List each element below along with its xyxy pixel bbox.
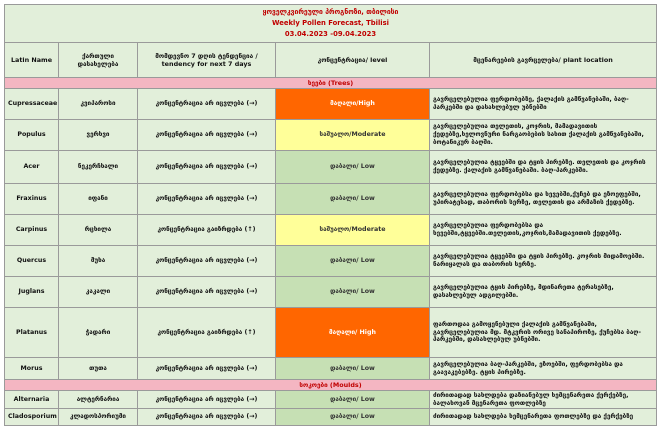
trend-cell: კონცენტრაცია არ იცვლება (→) bbox=[138, 409, 276, 426]
level-cell: მაღალი/High bbox=[276, 89, 430, 120]
date-range: 03.04.2023 -09.04.2023 bbox=[284, 29, 377, 38]
table-row bbox=[5, 215, 657, 246]
location-cell: ძირითადად სახლდება დაზიანებულ ხემცენარეთა ქერქებზე, ბალახოვან მცენარეთა ფოთლებზე bbox=[430, 391, 657, 409]
trend-cell: კონცენტრაცია გაიზრდება (↑) bbox=[138, 308, 276, 358]
georgian-name: ალტერნარია bbox=[59, 391, 138, 409]
table-row bbox=[5, 409, 657, 426]
latin-name: Alternaria bbox=[5, 391, 59, 409]
table-row bbox=[5, 151, 657, 184]
trend-cell: კონცენტრაცია გაიზრდება (↑) bbox=[138, 215, 276, 246]
location-cell: გავრცელებულია ტყეებში და ტყის პირებზე. კოჯრის მიდამოებში. ნარიყალას და თაბორის სერზე. bbox=[430, 246, 657, 277]
latin-name: Juglans bbox=[5, 277, 59, 308]
latin-name: Cupressaceae bbox=[5, 89, 59, 120]
col-trend-header: მომდევნო 7 დღის ტენდენცია / tendency for next 7 days bbox=[138, 43, 276, 78]
title-row bbox=[5, 5, 657, 43]
level-cell: დაბალი/ Low bbox=[276, 246, 430, 277]
table-row bbox=[5, 246, 657, 277]
header-row bbox=[5, 43, 657, 78]
table-row bbox=[5, 358, 657, 380]
latin-name: Carpinus bbox=[5, 215, 59, 246]
georgian-name: კვიპაროსი bbox=[59, 89, 138, 120]
section-moulds: სოკოები (Moulds) bbox=[5, 380, 657, 391]
forecast-table bbox=[4, 4, 657, 426]
level-cell: დაბალი/ Low bbox=[276, 391, 430, 409]
level-cell: დაბალი/ Low bbox=[276, 409, 430, 426]
level-cell: საშუალო/Moderate bbox=[276, 215, 430, 246]
latin-name: Morus bbox=[5, 358, 59, 380]
title-georgian: ყოველკვირეული პროგნოზი, თბილისი bbox=[262, 8, 399, 17]
trend-cell: კონცენტრაცია არ იცვლება (→) bbox=[138, 184, 276, 215]
location-cell: გავრცელებულია თელეთის, კოჯრის, მამადავითის ქედებზე,ხელოვნური ნარგაობების სახით ქალაქის გამწვანებაში, ბოტანიკურ ბაღში. bbox=[430, 120, 657, 151]
latin-name: Fraxinus bbox=[5, 184, 59, 215]
georgian-name: იფანი bbox=[59, 184, 138, 215]
location-cell: გავრცელებულია ბაღ-პარკებში, ეზოებში, ფერდობებსა და გაავაკებებზე. ტყის პირებზე. bbox=[430, 358, 657, 380]
georgian-name: კლადოსპორიუმი bbox=[59, 409, 138, 426]
location-cell: გავრცელებულია ფერდობებზე, ქალაქის გამწვანებაში, ბაღ-პარკებში და დასახლებულ უბნებში bbox=[430, 89, 657, 120]
latin-name: Platanus bbox=[5, 308, 59, 358]
table-row bbox=[5, 308, 657, 358]
table-row bbox=[5, 184, 657, 215]
trend-cell: კონცენტრაცია არ იცვლება (→) bbox=[138, 151, 276, 184]
table-title bbox=[5, 5, 657, 43]
level-cell: საშუალო/Moderate bbox=[276, 120, 430, 151]
georgian-name: ჭადარი bbox=[59, 308, 138, 358]
georgian-name: მუხა bbox=[59, 246, 138, 277]
location-cell: გავრცელებულია ტყის პირებზე, მდინარეთა ტერასებზე, დასახლებულ ადგილებში. bbox=[430, 277, 657, 308]
level-cell: დაბალი/ Low bbox=[276, 184, 430, 215]
georgian-name: თუთა bbox=[59, 358, 138, 380]
col-level-header: კონცენტრაცია/ level bbox=[276, 43, 430, 78]
georgian-name: ნეკერჩხალი bbox=[59, 151, 138, 184]
trend-cell: კონცენტრაცია არ იცვლება (→) bbox=[138, 391, 276, 409]
title-english: Weekly Pollen Forecast, Tbilisi bbox=[272, 19, 389, 28]
latin-name: Quercus bbox=[5, 246, 59, 277]
latin-name: Populus bbox=[5, 120, 59, 151]
pollen-forecast-page bbox=[0, 4, 660, 420]
table-row bbox=[5, 391, 657, 409]
table-row bbox=[5, 120, 657, 151]
table-row bbox=[5, 277, 657, 308]
location-cell: გავრცელებულია ფერდობებსა და ხევებში,ტყეებში.თელეთის,კოჯრის,მამადავითის ქედებზე. bbox=[430, 215, 657, 246]
trend-cell: კონცენტრაცია არ იცვლება (→) bbox=[138, 246, 276, 277]
section-moulds-row bbox=[5, 380, 657, 391]
location-cell: გავრცელებულია ფერდობებსა და ხევებში,ქუჩებ და ეზოეფებში, უპირატესად, თაბორის სერზე, თელეთის და არმაზის ქედებზე. bbox=[430, 184, 657, 215]
georgian-name: კაკალი bbox=[59, 277, 138, 308]
latin-name: Cladosporium bbox=[5, 409, 59, 426]
location-cell: გავრცელებულია ტყეებში და ტყის პირებზე. თელეთის და კოჯრის ქედებზე. ქალაქის გამწვანებაში. ბაღ-პარკებში. bbox=[430, 151, 657, 184]
level-cell: დაბალი/ Low bbox=[276, 358, 430, 380]
section-trees-row bbox=[5, 78, 657, 89]
trend-cell: კონცენტრაცია არ იცვლება (→) bbox=[138, 358, 276, 380]
level-cell: მაღალი/ High bbox=[276, 308, 430, 358]
col-georgian-header: ქართული დასახელება bbox=[59, 43, 138, 78]
georgian-name: ვერხვი bbox=[59, 120, 138, 151]
table-row bbox=[5, 89, 657, 120]
col-location-header: მცენარეების გავრცელება/ plant location bbox=[430, 43, 657, 78]
level-cell: დაბალი/ Low bbox=[276, 151, 430, 184]
latin-name: Acer bbox=[5, 151, 59, 184]
section-trees: ხეები (Trees) bbox=[5, 78, 657, 89]
georgian-name: რცხილა bbox=[59, 215, 138, 246]
trend-cell: კონცენტრაცია არ იცვლება (→) bbox=[138, 120, 276, 151]
location-cell: ფართოდაა გამოყენებული ქალაქის გამწვანებაში, გავრცელებულია მდ. მტკვრის ორივე სანაპიროზე, ქუჩებსა ბაღ-პარკებში, დასახლებულ უბნებში. bbox=[430, 308, 657, 358]
trend-cell: კონცენტრაცია არ იცვლება (→) bbox=[138, 89, 276, 120]
location-cell: ძირითადად სახლდება ხემცენარეთა ფოთლებზე და ქერქებზე bbox=[430, 409, 657, 426]
col-latin-header: Latin Name bbox=[5, 43, 59, 78]
level-cell: დაბალი/ Low bbox=[276, 277, 430, 308]
trend-cell: კონცენტრაცია არ იცვლება (→) bbox=[138, 277, 276, 308]
